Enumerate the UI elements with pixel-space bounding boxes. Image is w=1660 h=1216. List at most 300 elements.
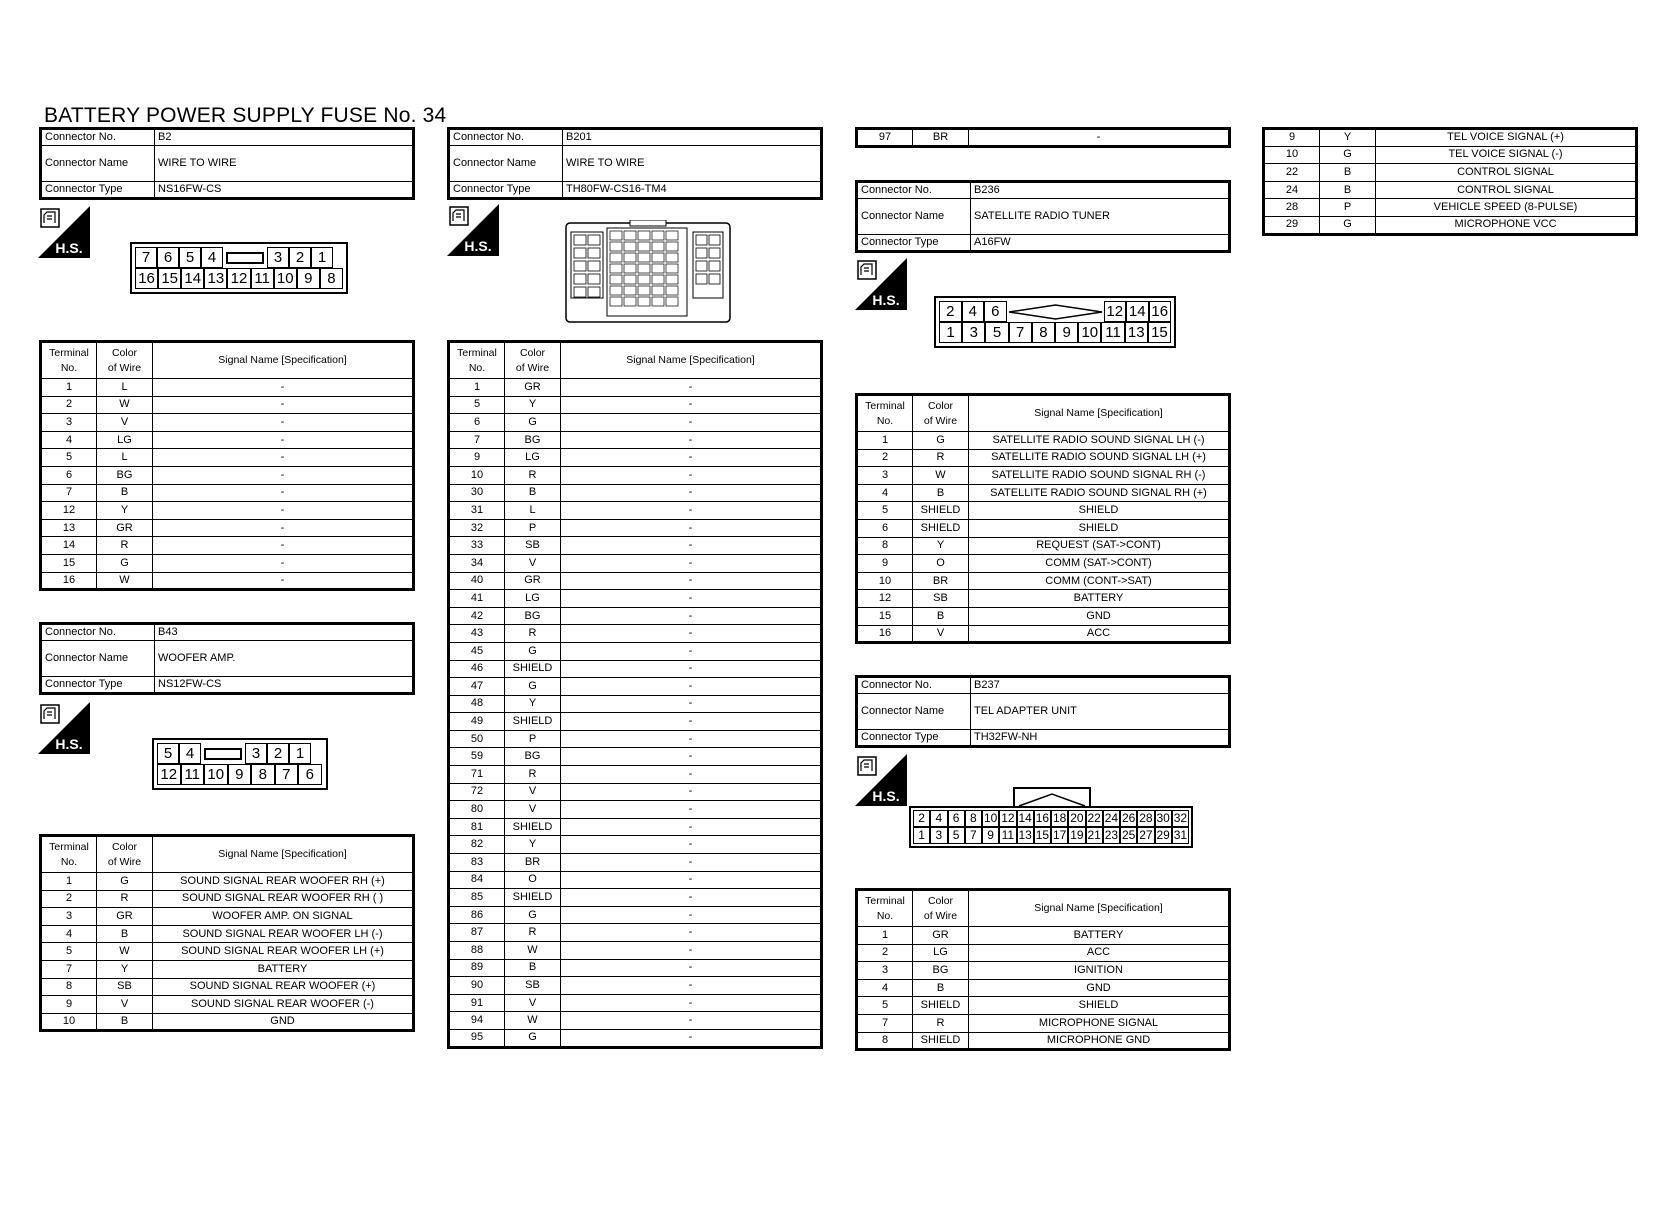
wire-color-cell: R [505, 924, 561, 942]
table-row [449, 695, 822, 713]
pin-label: 7 [1009, 322, 1032, 343]
pin-label: 1 [289, 743, 311, 764]
table-row [1264, 164, 1637, 182]
signal-name-cell: - [561, 396, 822, 414]
table-row [857, 590, 1230, 608]
terminal-no-cell: 4 [857, 979, 913, 997]
pin-label: 28 [1139, 811, 1153, 825]
signal-name-cell: CONTROL SIGNAL [1376, 181, 1637, 199]
wire-color-cell: LG [913, 944, 969, 962]
b43-connector-no: B43 [155, 624, 414, 641]
table-row [857, 572, 1230, 590]
signal-name-cell: TEL VOICE SIGNAL (+) [1376, 129, 1637, 147]
signal-name-cell: - [561, 590, 822, 608]
terminal-no-cell: 49 [449, 713, 505, 731]
table-row [449, 889, 822, 907]
table-row [449, 748, 822, 766]
wire-color-cell: V [97, 996, 153, 1014]
wire-color-cell: P [1320, 199, 1376, 217]
page-title: BATTERY POWER SUPPLY FUSE No. 34 [44, 104, 447, 127]
table-row [449, 1012, 822, 1030]
terminal-no-cell: 15 [41, 554, 97, 572]
signal-name-cell: - [153, 572, 414, 590]
wire-color-cell: B [1320, 181, 1376, 199]
wire-color-cell: LG [505, 590, 561, 608]
terminal-no-cell: 4 [857, 484, 913, 502]
pin-label: 10 [204, 764, 228, 785]
b236-connector-face [934, 296, 1176, 348]
signal-name-cell: SOUND SIGNAL REAR WOOFER (-) [153, 996, 414, 1014]
table-row [857, 607, 1230, 625]
wire-color-cell: BG [505, 748, 561, 766]
pin-label: 15 [158, 268, 181, 289]
wire-color-cell: BR [913, 572, 969, 590]
pin-label: 8 [1032, 322, 1055, 343]
pin-label: 7 [135, 247, 157, 268]
wire-color-cell: B [97, 484, 153, 502]
pin-label: 2 [913, 810, 930, 827]
wire-color-cell: L [505, 502, 561, 520]
terminal-no-cell: 6 [41, 466, 97, 484]
table-row [857, 979, 1230, 997]
terminal-no-cell: 28 [1264, 199, 1320, 217]
header-signal-name: Signal Name [Specification] [969, 890, 1230, 927]
signal-name-cell: CONTROL SIGNAL [1376, 164, 1637, 182]
terminal-no-cell: 2 [857, 449, 913, 467]
terminal-no-cell: 29 [1264, 216, 1320, 234]
terminal-no-cell: 8 [41, 978, 97, 996]
pin-label: 26 [1121, 811, 1136, 825]
terminal-no-cell: 95 [449, 1029, 505, 1047]
terminal-no-cell: 50 [449, 730, 505, 748]
pin-label: 13 [1125, 322, 1148, 343]
terminal-no-cell: 5 [857, 997, 913, 1015]
table-row [449, 625, 822, 643]
terminal-no-cell: 83 [449, 854, 505, 872]
wire-color-cell: G [505, 906, 561, 924]
wire-color-cell: V [505, 783, 561, 801]
signal-name-cell: - [153, 519, 414, 537]
b2-connector-face [130, 242, 348, 294]
terminal-no-cell: 1 [449, 379, 505, 397]
signal-name-cell: TEL VOICE SIGNAL (-) [1376, 146, 1637, 164]
signal-name-cell: SOUND SIGNAL REAR WOOFER RH ( ) [153, 890, 414, 908]
pin-label: 1 [311, 247, 333, 268]
b236-connector-type: A16FW [971, 235, 1230, 252]
table-row [449, 818, 822, 836]
terminal-no-cell: 89 [449, 959, 505, 977]
b2-terminal-table [39, 340, 415, 591]
table-row [449, 519, 822, 537]
svg-text:H.S.: H.S. [872, 788, 900, 804]
b43-connector-type: NS12FW-CS [155, 677, 414, 694]
terminal-no-cell: 85 [449, 889, 505, 907]
signal-name-cell: - [561, 942, 822, 960]
table-row [41, 1013, 414, 1031]
terminal-no-cell: 91 [449, 994, 505, 1012]
signal-name-cell: - [561, 889, 822, 907]
wire-color-cell: R [913, 449, 969, 467]
wire-color-cell: G [1320, 216, 1376, 234]
table-row [449, 994, 822, 1012]
wire-color-cell: SHIELD [913, 519, 969, 537]
signal-name-cell: - [153, 502, 414, 520]
table-row [41, 960, 414, 978]
table-row [1264, 199, 1637, 217]
table-row [41, 572, 414, 590]
signal-name-cell: - [561, 713, 822, 731]
wire-color-cell: GR [505, 572, 561, 590]
harness-side-icon [447, 204, 499, 256]
signal-name-cell: - [561, 484, 822, 502]
wire-color-cell: W [913, 467, 969, 485]
table-row [449, 678, 822, 696]
wire-color-cell: SHIELD [505, 713, 561, 731]
terminal-no-cell: 10 [449, 466, 505, 484]
wire-color-cell: SHIELD [505, 660, 561, 678]
signal-name-cell: SOUND SIGNAL REAR WOOFER (+) [153, 978, 414, 996]
pin-label: 6 [984, 301, 1007, 322]
pin-label: 10 [274, 268, 297, 289]
pin-label: 27 [1139, 828, 1153, 842]
wire-color-cell: B [97, 925, 153, 943]
label-connector-no: Connector No. [449, 129, 563, 146]
wire-color-cell: BG [913, 962, 969, 980]
header-signal-name: Signal Name [Specification] [153, 342, 414, 379]
table-row [449, 801, 822, 819]
signal-name-cell: - [561, 678, 822, 696]
wire-color-cell: R [97, 537, 153, 555]
signal-name-cell: - [561, 836, 822, 854]
signal-name-cell: MICROPHONE SIGNAL [969, 1014, 1230, 1032]
table-row [857, 962, 1230, 980]
signal-name-cell: - [153, 414, 414, 432]
wire-color-cell: Y [505, 836, 561, 854]
wire-color-cell: G [505, 1029, 561, 1047]
pin-label: 31 [1173, 828, 1188, 842]
pin-label: 8 [251, 764, 275, 785]
wire-color-cell: R [97, 890, 153, 908]
pin-label: 11 [251, 268, 274, 289]
label-connector-type: Connector Type [449, 182, 563, 199]
pin-label: 1 [939, 322, 962, 343]
table-row [41, 431, 414, 449]
table-row [41, 484, 414, 502]
b201-terminal-table [447, 340, 823, 1049]
signal-name-cell: - [561, 695, 822, 713]
pin-label: 12 [157, 764, 181, 785]
harness-side-icon [855, 258, 907, 310]
wire-color-cell: L [97, 449, 153, 467]
terminal-no-cell: 33 [449, 537, 505, 555]
b237-terminal-table [855, 888, 1231, 1051]
pin-label: 23 [1104, 828, 1119, 842]
terminal-no-cell: 8 [857, 537, 913, 555]
terminal-no-cell: 90 [449, 977, 505, 995]
terminal-no-cell: 10 [1264, 146, 1320, 164]
table-row [41, 554, 414, 572]
wire-color-cell: LG [505, 449, 561, 467]
table-row [449, 977, 822, 995]
label-connector-name: Connector Name [857, 694, 971, 730]
wire-color-cell: R [913, 1014, 969, 1032]
terminal-no-cell: 1 [41, 873, 97, 891]
wire-color-cell: SHIELD [913, 1032, 969, 1050]
table-row [449, 572, 822, 590]
header-signal-name: Signal Name [Specification] [561, 342, 822, 379]
table-row [449, 871, 822, 889]
terminal-no-cell: 7 [857, 1014, 913, 1032]
table-row [41, 537, 414, 555]
connector-b237-info [855, 675, 1231, 748]
label-connector-name: Connector Name [449, 146, 563, 182]
pin-label: 7 [965, 827, 982, 844]
wire-color-cell: SB [97, 978, 153, 996]
pin-label: 16 [1035, 811, 1050, 825]
terminal-no-cell: 6 [857, 519, 913, 537]
table-row [449, 502, 822, 520]
terminal-no-cell: 2 [41, 396, 97, 414]
wire-color-cell: G [97, 554, 153, 572]
table-row [449, 660, 822, 678]
terminal-no-cell: 31 [449, 502, 505, 520]
b201-connector-face [565, 220, 731, 324]
terminal-no-cell: 6 [449, 414, 505, 432]
table-row [41, 502, 414, 520]
signal-name-cell: - [561, 572, 822, 590]
signal-name-cell: BATTERY [969, 927, 1230, 945]
signal-name-cell: - [561, 801, 822, 819]
wire-color-cell: B [1320, 164, 1376, 182]
terminal-no-cell: 2 [857, 944, 913, 962]
signal-name-cell: - [153, 449, 414, 467]
label-connector-no: Connector No. [41, 129, 155, 146]
terminal-no-cell: 41 [449, 590, 505, 608]
signal-name-cell: REQUEST (SAT->CONT) [969, 537, 1230, 555]
terminal-no-cell: 42 [449, 607, 505, 625]
pin-label: 29 [1156, 828, 1170, 842]
label-connector-no: Connector No. [41, 624, 155, 641]
signal-name-cell: SOUND SIGNAL REAR WOOFER LH (+) [153, 943, 414, 961]
signal-name-cell: SOUND SIGNAL REAR WOOFER LH (-) [153, 925, 414, 943]
b201-connector-type: TH80FW-CS16-TM4 [563, 182, 822, 199]
pin-label: 18 [1052, 811, 1067, 825]
terminal-no-cell: 1 [857, 927, 913, 945]
b201-connector-name: WIRE TO WIRE [563, 146, 822, 182]
table-row [41, 996, 414, 1014]
signal-name-cell: SHIELD [969, 519, 1230, 537]
b237-connector-face [909, 806, 1193, 848]
pin-label: 14 [181, 268, 204, 289]
terminal-no-cell: 82 [449, 836, 505, 854]
terminal-no-cell: 43 [449, 625, 505, 643]
signal-name-cell: - [561, 924, 822, 942]
wire-color-cell: BG [505, 607, 561, 625]
table-row [1264, 181, 1637, 199]
pin-label: 2 [939, 301, 962, 322]
terminal-no-cell: 94 [449, 1012, 505, 1030]
table-row [1264, 216, 1637, 234]
pin-label: 7 [275, 764, 299, 785]
table-row [449, 783, 822, 801]
wire-color-cell: B [913, 607, 969, 625]
pin-label: 8 [320, 268, 343, 289]
wire-color-cell: G [97, 873, 153, 891]
pin-label: 3 [245, 743, 267, 764]
label-connector-type: Connector Type [857, 235, 971, 252]
signal-name-cell: - [561, 1029, 822, 1047]
signal-name-cell: - [561, 519, 822, 537]
signal-name-cell: - [561, 431, 822, 449]
terminal-no-cell: 47 [449, 678, 505, 696]
wire-color-cell: B [913, 484, 969, 502]
wire-color-cell: G [505, 642, 561, 660]
table-row [41, 449, 414, 467]
signal-name-cell: - [561, 414, 822, 432]
pin-label: 6 [298, 764, 322, 785]
pin-label: 6 [157, 247, 179, 268]
pin-label: 4 [930, 810, 947, 827]
table-row [857, 944, 1230, 962]
signal-name-cell: SATELLITE RADIO SOUND SIGNAL RH (-) [969, 467, 1230, 485]
connector-lock [201, 743, 245, 764]
table-row [857, 467, 1230, 485]
terminal-no-cell: 16 [41, 572, 97, 590]
terminal-no-cell: 2 [41, 890, 97, 908]
terminal-no-cell: 8 [857, 1032, 913, 1050]
header-terminal: Terminal No. [41, 342, 97, 379]
connector-b2-info [39, 127, 415, 200]
wire-color-cell: B [505, 484, 561, 502]
terminal-no-cell: 3 [41, 414, 97, 432]
wire-color-cell: SB [505, 977, 561, 995]
wire-color-cell: W [97, 943, 153, 961]
terminal-no-cell: 9 [449, 449, 505, 467]
table-row [1264, 146, 1637, 164]
pin-label: 19 [1070, 828, 1084, 842]
table-row [857, 555, 1230, 573]
terminal-no-cell: 48 [449, 695, 505, 713]
table-row [449, 730, 822, 748]
table-row [449, 607, 822, 625]
terminal-no-cell: 84 [449, 871, 505, 889]
pin-label: 3 [962, 322, 985, 343]
table-row [449, 431, 822, 449]
header-color: Color of Wire [97, 836, 153, 873]
pin-label: 13 [1018, 828, 1032, 842]
terminal-no-cell: 80 [449, 801, 505, 819]
signal-name-cell: - [561, 730, 822, 748]
pin-label: 22 [1087, 811, 1101, 825]
terminal-no-cell: 5 [41, 449, 97, 467]
header-color: Color of Wire [913, 395, 969, 432]
signal-name-cell: ACC [969, 944, 1230, 962]
signal-name-cell: BATTERY [153, 960, 414, 978]
table-row [449, 537, 822, 555]
wire-color-cell: GR [97, 908, 153, 926]
signal-name-cell: MICROPHONE GND [969, 1032, 1230, 1050]
b237-connector-type: TH32FW-NH [971, 730, 1230, 747]
wire-color-cell: BR [913, 129, 969, 147]
table-row [41, 908, 414, 926]
svg-text:H.S.: H.S. [55, 736, 83, 752]
table-row [857, 537, 1230, 555]
signal-name-cell: IGNITION [969, 962, 1230, 980]
b43-connector-face [152, 738, 328, 790]
terminal-no-cell: 46 [449, 660, 505, 678]
pin-label: 11 [1101, 322, 1124, 343]
wire-color-cell: SHIELD [913, 502, 969, 520]
label-connector-name: Connector Name [857, 199, 971, 235]
pin-label: 8 [965, 810, 982, 827]
pin-label: 4 [201, 247, 223, 268]
harness-side-icon [38, 206, 90, 258]
pin-label: 25 [1121, 828, 1136, 842]
pin-label: 5 [948, 827, 965, 844]
signal-name-cell: - [561, 783, 822, 801]
wire-color-cell: GR [505, 379, 561, 397]
pin-label: 5 [179, 247, 201, 268]
wire-color-cell: B [97, 1013, 153, 1031]
connector-lock [223, 247, 267, 268]
table-row [449, 924, 822, 942]
label-connector-name: Connector Name [41, 641, 155, 677]
wire-color-cell: BG [97, 466, 153, 484]
terminal-no-cell: 9 [857, 555, 913, 573]
table-row [449, 713, 822, 731]
terminal-no-cell: 30 [449, 484, 505, 502]
terminal-no-cell: 87 [449, 924, 505, 942]
pin-label: 32 [1173, 811, 1188, 825]
signal-name-cell: BATTERY [969, 590, 1230, 608]
table-row [857, 927, 1230, 945]
signal-name-cell: - [561, 766, 822, 784]
table-row [449, 554, 822, 572]
header-color: Color of Wire [913, 890, 969, 927]
signal-name-cell: - [561, 642, 822, 660]
wire-color-cell: GR [97, 519, 153, 537]
signal-name-cell: - [153, 379, 414, 397]
wire-color-cell: P [505, 519, 561, 537]
pin-label: 12 [227, 268, 250, 289]
wire-color-cell: P [505, 730, 561, 748]
terminal-no-cell: 7 [41, 960, 97, 978]
b236-connector-no: B236 [971, 182, 1230, 199]
table-row [449, 466, 822, 484]
header-color: Color of Wire [97, 342, 153, 379]
table-row [857, 1032, 1230, 1050]
wire-color-cell: V [913, 625, 969, 643]
terminal-no-cell: 4 [41, 925, 97, 943]
wire-color-cell: B [505, 959, 561, 977]
pin-label: 9 [297, 268, 320, 289]
table-row [449, 590, 822, 608]
wire-color-cell: GR [913, 927, 969, 945]
terminal-no-cell: 13 [41, 519, 97, 537]
signal-name-cell: VEHICLE SPEED (8-PULSE) [1376, 199, 1637, 217]
label-connector-name: Connector Name [41, 146, 155, 182]
pin-label: 12 [1104, 301, 1127, 322]
wire-color-cell: V [505, 994, 561, 1012]
signal-name-cell: - [153, 396, 414, 414]
pin-label: 11 [181, 764, 205, 785]
terminal-no-cell: 3 [41, 908, 97, 926]
signal-name-cell: - [561, 1012, 822, 1030]
table-row [449, 484, 822, 502]
pin-label: 14 [1018, 811, 1032, 825]
wire-color-cell: Y [97, 502, 153, 520]
b43-connector-name: WOOFER AMP. [155, 641, 414, 677]
